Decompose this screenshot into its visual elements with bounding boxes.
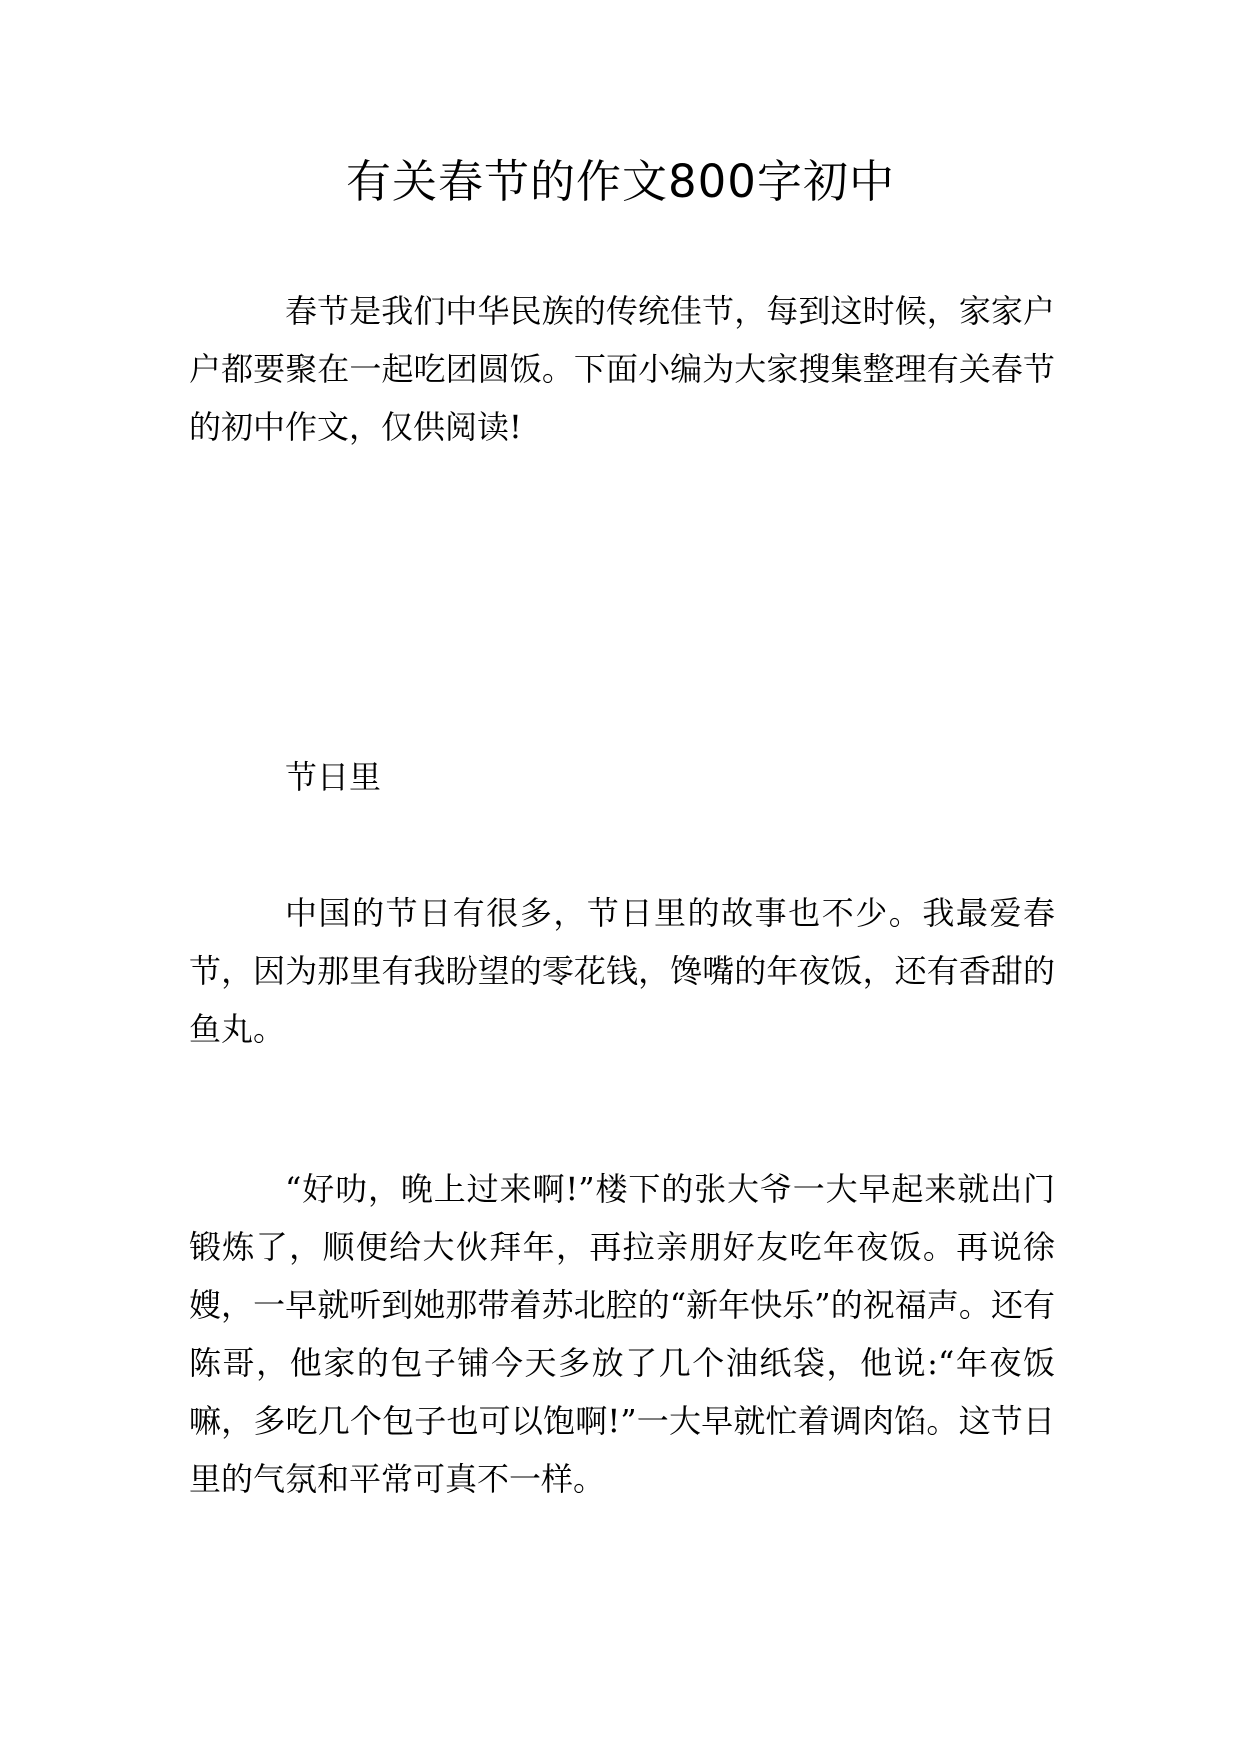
document-title: 有关春节的作文800字初中 [346, 155, 895, 208]
intro-paragraph: 春节是我们中华民族的传统佳节，每到这时候，家家户户都要聚在一起吃团圆饭。下面小编为大家搜集整理有关春节的初中作文，仅供阅读! [189, 292, 1055, 446]
body-paragraph-1: 中国的节日有很多，节日里的故事也不少。我最爱春节，因为那里有我盼望的零花钱，馋嘴的年夜饭，还有香甜的鱼丸。 [189, 894, 1055, 1048]
section-heading: 节日里 [285, 758, 382, 796]
body-paragraph-2: “好叻，晚上过来啊!”楼下的张大爷一大早起来就出门锻炼了，顺便给大伙拜年，再拉亲朋好友吃年夜饭。再说徐嫂，一早就听到她那带着苏北腔的“新年快乐”的祝福声。还有陈哥，他家的包子铺今天多放了几个油纸袋，他说:“年夜饭嘛，多吃几个包子也可以饱啊!”一大早就忙着调肉馅。这节日里的气氛和平常可真不一样。 [189, 1170, 1055, 1498]
